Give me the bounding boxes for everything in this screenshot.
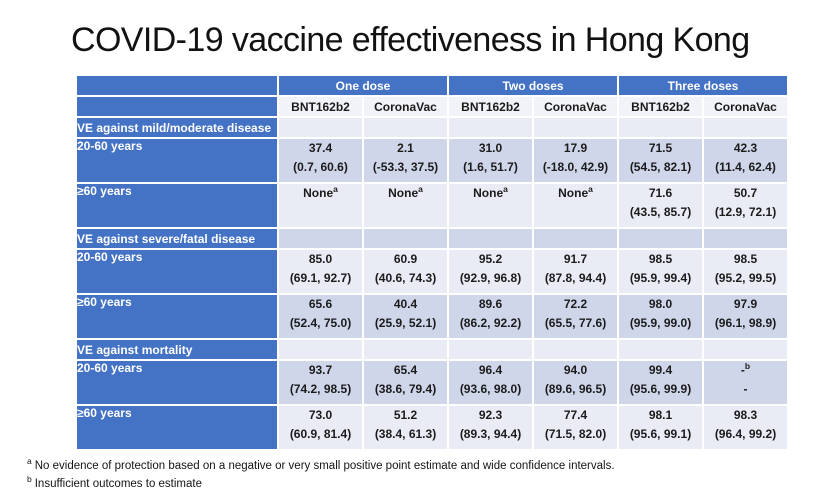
section-label: VE against mortality	[76, 339, 278, 360]
ve-cell	[533, 249, 618, 294]
ve-value: 2.1	[397, 141, 414, 155]
ve-cell	[618, 138, 703, 183]
column-header-3: CoronaVac	[533, 96, 618, 117]
column-group-three-doses: Three doses	[618, 75, 788, 96]
ve-ci: (54.5, 82.1)	[629, 160, 692, 174]
ve-cell	[363, 405, 448, 450]
superscript-a: a	[588, 184, 593, 194]
ve-ci: (11.4, 62.4)	[715, 160, 776, 174]
ve-value: 71.5	[648, 141, 673, 155]
footnote-b-marker: b	[27, 473, 32, 484]
section-spacer-cell	[448, 339, 533, 360]
ve-cell	[618, 249, 703, 294]
row-label: 20-60 years	[76, 360, 278, 405]
ve-ci: (71.5, 82.0)	[544, 427, 607, 441]
table-row	[76, 249, 788, 294]
table-subcorner-cell	[76, 96, 278, 117]
ve-ci: (96.1, 98.9)	[714, 316, 777, 330]
section-spacer-cell	[618, 117, 703, 138]
footnote-b	[27, 473, 821, 494]
table-row	[76, 294, 788, 339]
section-spacer-cell	[703, 339, 788, 360]
vaccine-header-row	[76, 96, 788, 117]
footnotes	[27, 458, 821, 493]
ve-cell	[448, 138, 533, 183]
ve-cell	[278, 249, 363, 294]
superscript-a: a	[418, 184, 423, 194]
footnote-b-text: Insufficient outcomes to estimate	[34, 477, 202, 490]
ve-ci: (95.6, 99.1)	[629, 427, 692, 441]
ve-value: 98.1	[648, 408, 673, 422]
ve-ci: (43.5, 85.7)	[629, 205, 692, 219]
section-label: VE against severe/fatal disease	[76, 228, 278, 249]
row-label: ≥60 years	[76, 405, 278, 450]
ve-value: 89.6	[478, 297, 503, 311]
ve-value: 97.9	[733, 297, 758, 311]
ve-value: 17.9	[563, 141, 588, 155]
ve-ci: -	[743, 382, 748, 396]
ve-value: None$^a$	[558, 184, 593, 200]
table-head	[76, 75, 788, 117]
ve-ci	[534, 203, 617, 222]
column-header-1: CoronaVac	[363, 96, 448, 117]
ve-value: 65.4	[393, 363, 418, 377]
ve-value: 99.4	[648, 363, 673, 377]
ve-ci: (89.3, 94.4)	[459, 427, 522, 441]
ve-ci: (69.1, 92.7)	[289, 271, 352, 285]
section-spacer-cell	[533, 117, 618, 138]
ve-value: 31.0	[478, 141, 503, 155]
ve-cell	[278, 294, 363, 339]
section-spacer-cell	[363, 117, 448, 138]
ve-cell	[618, 183, 703, 228]
ve-cell	[363, 294, 448, 339]
ve-value: 95.2	[478, 252, 503, 266]
ve-value: 77.4	[563, 408, 588, 422]
dose-header-row	[76, 75, 788, 96]
table-row	[76, 183, 788, 228]
column-group-one-dose: One dose	[278, 75, 448, 96]
ve-ci	[364, 203, 447, 222]
ve-value: 94.0	[563, 363, 588, 377]
ve-ci	[449, 203, 532, 222]
ve-cell	[448, 405, 533, 450]
ve-ci: (86.2, 92.2)	[459, 316, 522, 330]
ve-value: 72.2	[563, 297, 588, 311]
section-spacer-cell	[703, 117, 788, 138]
ve-value: 98.0	[648, 297, 673, 311]
ve-ci: (38.4, 61.3)	[374, 427, 437, 441]
ve-ci: (65.5, 77.6)	[544, 316, 607, 330]
ve-cell	[363, 360, 448, 405]
ve-cell	[533, 360, 618, 405]
column-header-2: BNT162b2	[448, 96, 533, 117]
ve-cell	[278, 183, 363, 228]
superscript-a: a	[333, 184, 338, 194]
ve-ci: (95.6, 99.9)	[629, 382, 692, 396]
ve-cell	[618, 360, 703, 405]
row-label: ≥60 years	[76, 183, 278, 228]
ve-ci: (0.7, 60.6)	[293, 160, 348, 174]
section-spacer-cell	[618, 228, 703, 249]
ve-ci: (95.9, 99.4)	[629, 271, 692, 285]
section-spacer-cell	[278, 339, 363, 360]
ve-cell	[363, 138, 448, 183]
ve-cell	[703, 294, 788, 339]
section-spacer-cell	[448, 117, 533, 138]
ve-cell	[448, 360, 533, 405]
ve-value: 42.3	[733, 141, 758, 155]
ve-value: 92.3	[478, 408, 503, 422]
ve-value: 98.5	[733, 252, 758, 266]
footnote-a-marker: a	[27, 456, 32, 467]
ve-value: 96.4	[478, 363, 503, 377]
row-label: 20-60 years	[76, 249, 278, 294]
ve-cell	[278, 405, 363, 450]
ve-cell	[703, 138, 788, 183]
ve-value: 37.4	[308, 141, 333, 155]
ve-value: 91.7	[563, 252, 588, 266]
section-spacer-cell	[363, 228, 448, 249]
ve-cell	[703, 249, 788, 294]
ve-cell	[363, 183, 448, 228]
ve-ci: (40.6, 74.3)	[374, 271, 437, 285]
ve-value: 85.0	[308, 252, 333, 266]
row-label: ≥60 years	[76, 294, 278, 339]
ve-ci: (96.4, 99.2)	[714, 427, 777, 441]
ve-cell	[703, 405, 788, 450]
section-spacer-cell	[278, 228, 363, 249]
column-header-4: BNT162b2	[618, 96, 703, 117]
ve-ci: (74.2, 98.5)	[289, 382, 352, 396]
ve-cell	[703, 360, 788, 405]
ve-cell	[533, 183, 618, 228]
ve-ci: (52.4, 75.0)	[289, 316, 352, 330]
ve-value: 98.5	[648, 252, 673, 266]
ve-cell	[618, 405, 703, 450]
ve-value: 51.2	[393, 408, 418, 422]
section-spacer-cell	[278, 117, 363, 138]
ve-ci: (87.8, 94.4)	[544, 271, 607, 285]
ve-cell	[533, 138, 618, 183]
ve-cell	[448, 294, 533, 339]
section-spacer-cell	[533, 228, 618, 249]
column-header-5: CoronaVac	[703, 96, 788, 117]
ve-ci: (95.2, 99.5)	[714, 271, 777, 285]
footnote-a	[27, 458, 821, 476]
ve-value: 73.0	[308, 408, 333, 422]
ve-ci: (12.9, 72.1)	[714, 205, 777, 219]
section-label: VE against mild/moderate disease	[76, 117, 278, 138]
row-label: 20-60 years	[76, 138, 278, 183]
ve-value: None$^a$	[473, 184, 508, 200]
column-header-0: BNT162b2	[278, 96, 363, 117]
ve-value: 65.6	[308, 297, 333, 311]
ve-value: 60.9	[393, 252, 418, 266]
ve-value: None$^a$	[388, 184, 423, 200]
table-body	[76, 117, 788, 450]
ve-cell	[278, 360, 363, 405]
section-row	[76, 228, 788, 249]
ve-ci: (89.6, 96.5)	[544, 382, 607, 396]
footnote-a-text: No evidence of protection based on a negative or very small positive point estimate and wide confidence intervals.	[34, 460, 615, 472]
section-spacer-cell	[618, 339, 703, 360]
ve-value: 50.7	[733, 186, 758, 200]
ve-cell	[278, 138, 363, 183]
ve-cell	[448, 183, 533, 228]
table-corner-cell	[76, 75, 278, 96]
ve-cell	[363, 249, 448, 294]
page-title: COVID-19 vaccine effectiveness in Hong Kong	[71, 21, 750, 59]
section-spacer-cell	[703, 228, 788, 249]
ve-ci: (93.6, 98.0)	[459, 382, 522, 396]
table-row	[76, 405, 788, 450]
ve-ci: (-18.0, 42.9)	[542, 160, 609, 174]
ve-ci: (1.6, 51.7)	[463, 160, 518, 174]
section-spacer-cell	[448, 228, 533, 249]
ve-ci: (92.9, 96.8)	[459, 271, 522, 285]
ve-ci: (60.9, 81.4)	[289, 427, 352, 441]
ve-value: 98.3	[733, 408, 758, 422]
ve-ci: (-53.3, 37.5)	[372, 160, 439, 174]
ve-cell	[448, 249, 533, 294]
ve-value: None$^a$	[303, 184, 338, 200]
ve-ci: (95.9, 99.0)	[629, 316, 692, 330]
section-row	[76, 117, 788, 138]
ve-ci: (38.6, 79.4)	[374, 382, 437, 396]
ve-cell	[618, 294, 703, 339]
ve-cell	[703, 183, 788, 228]
ve-cell	[533, 405, 618, 450]
superscript-b: b	[744, 361, 751, 371]
column-group-two-doses: Two doses	[448, 75, 618, 96]
ve-table	[75, 74, 789, 451]
ve-value: 71.6	[648, 186, 673, 200]
section-spacer-cell	[533, 339, 618, 360]
superscript-a: a	[503, 184, 508, 194]
ve-cell	[533, 294, 618, 339]
ve-value: 40.4	[393, 297, 418, 311]
table-row	[76, 138, 788, 183]
ve-ci: (25.9, 52.1)	[374, 316, 437, 330]
section-row	[76, 339, 788, 360]
ve-value: 93.7	[308, 363, 333, 377]
section-spacer-cell	[363, 339, 448, 360]
table-row	[76, 360, 788, 405]
ve-value: -$^b$	[740, 361, 751, 377]
ve-ci	[279, 203, 362, 222]
